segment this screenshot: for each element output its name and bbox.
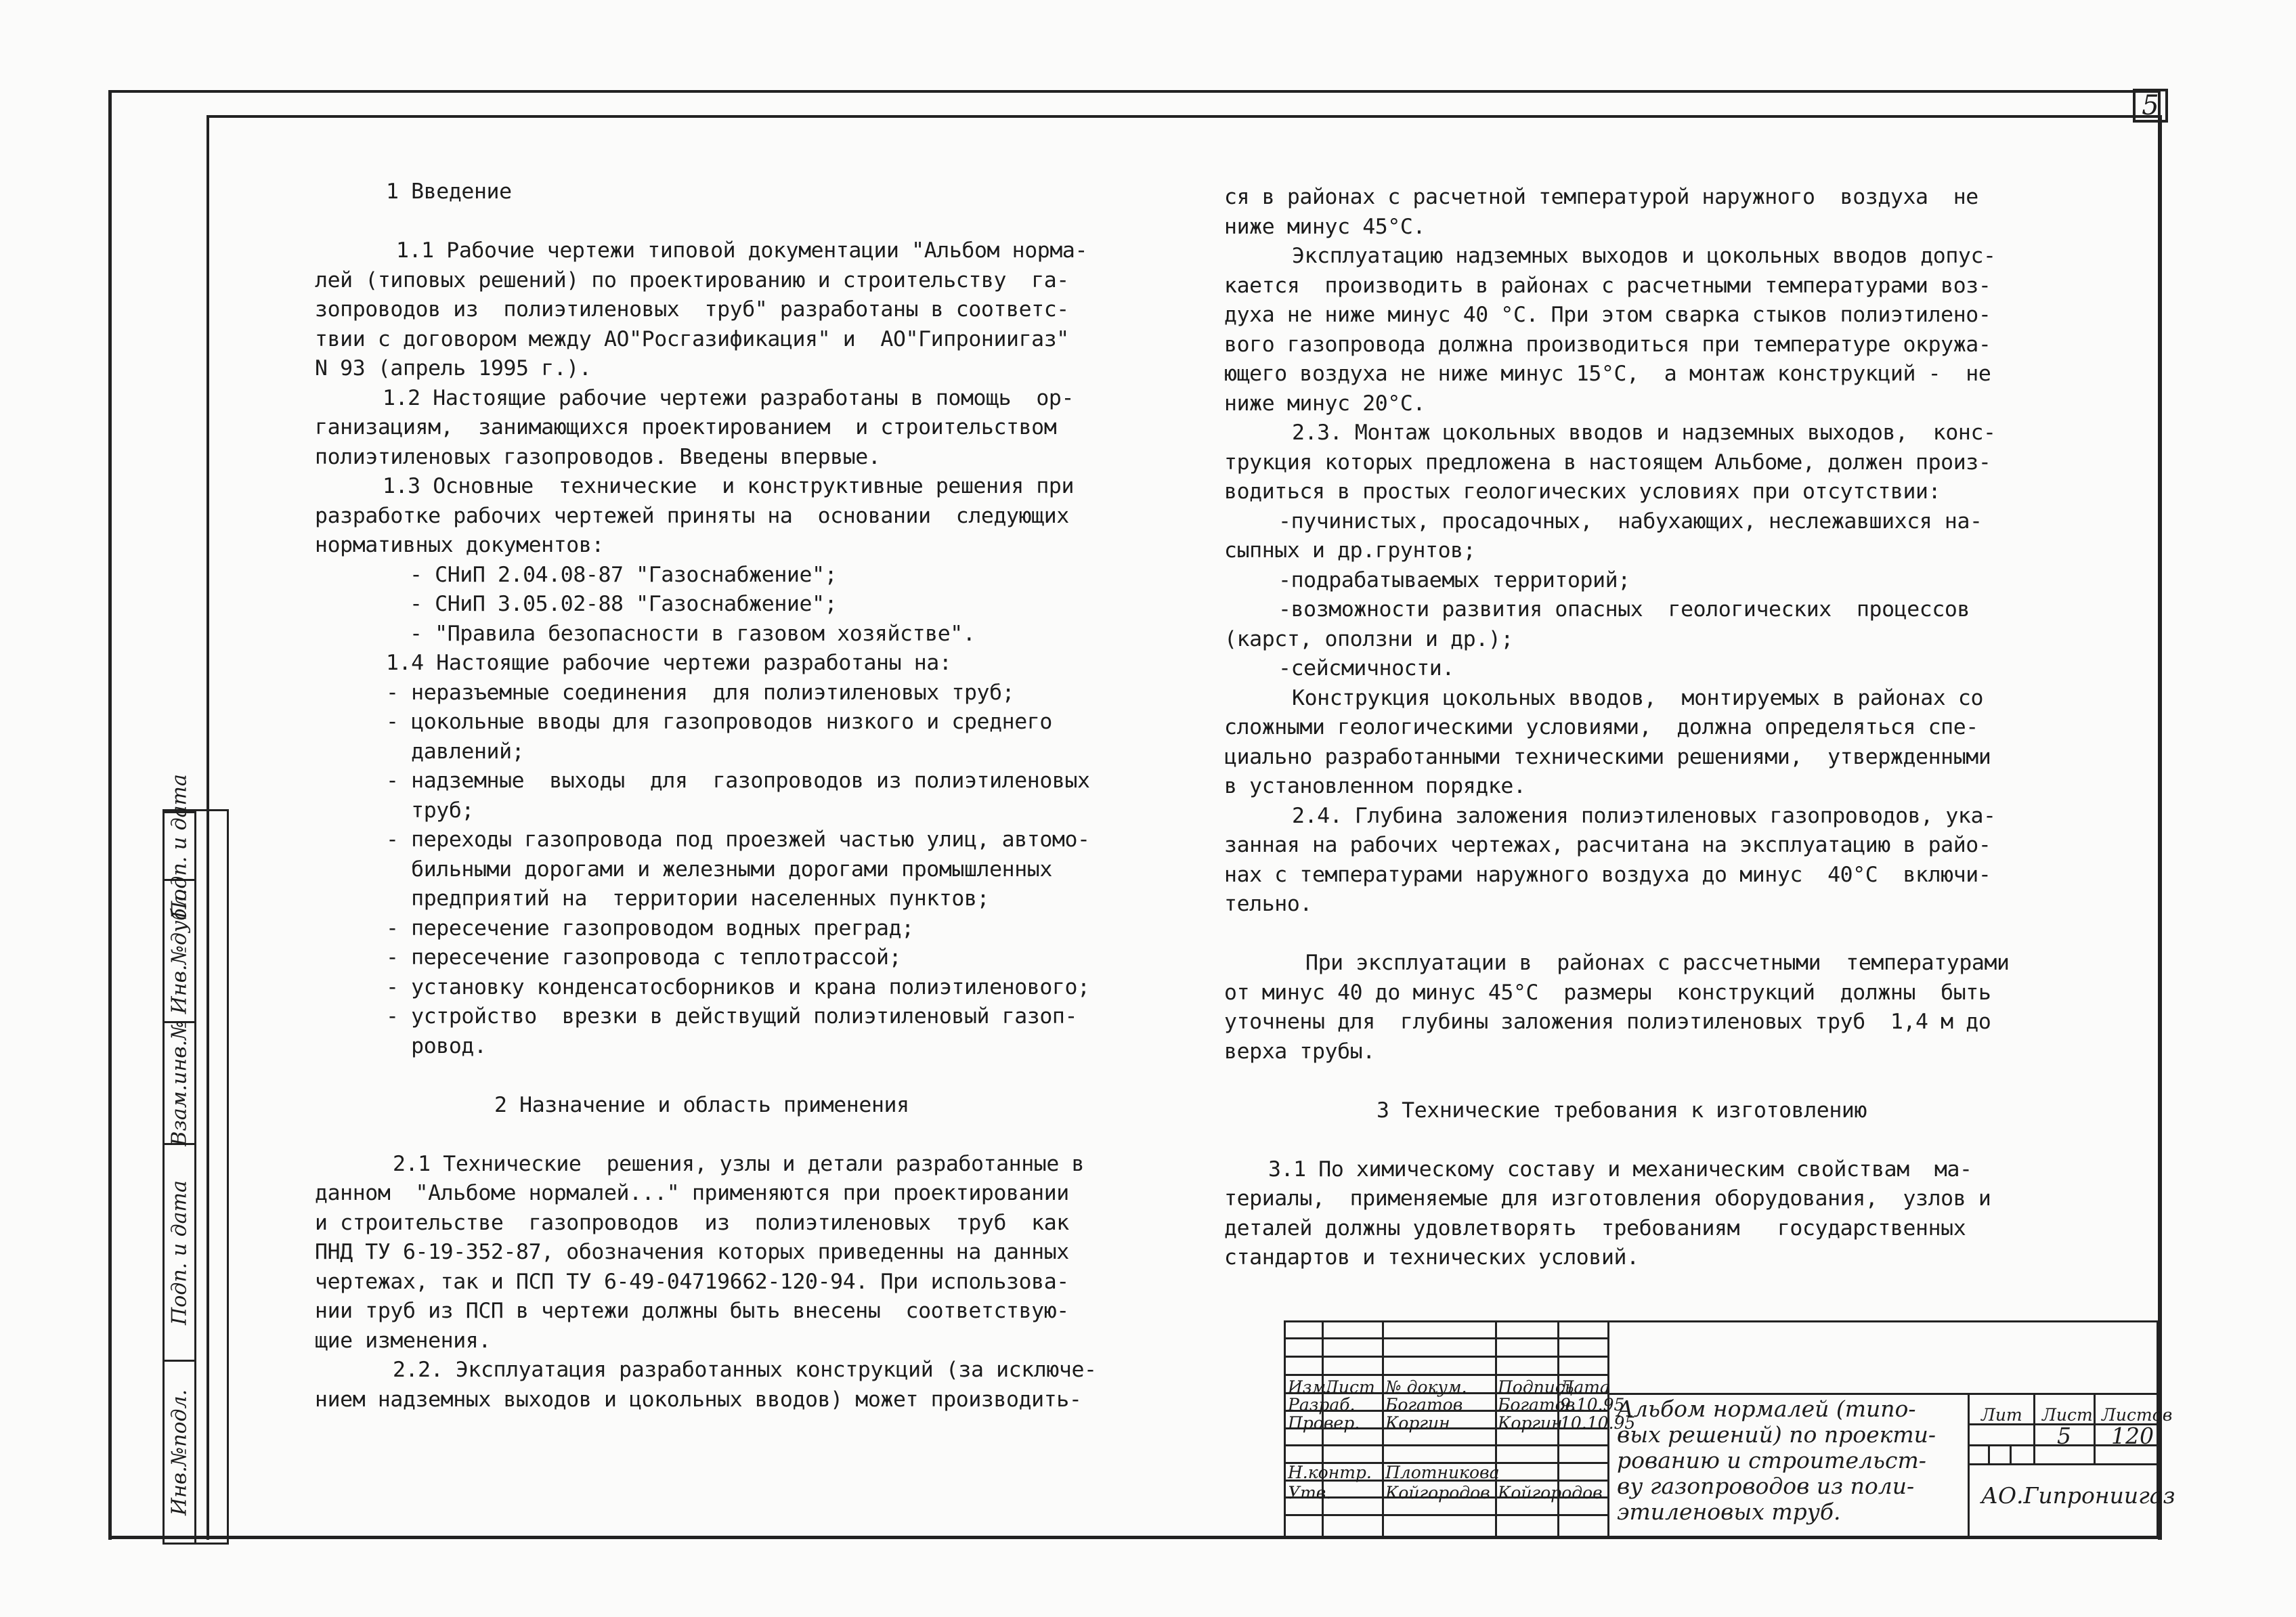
- text-line: ганизациям, занимающихся проектированием и строительством: [315, 415, 1057, 439]
- text-line: 1.1 Рабочие чертежи типовой документации "Альбом нормa-: [396, 238, 1088, 263]
- text-line: 3.1 По химическому составу и механическим свойствам ма-: [1268, 1157, 1972, 1182]
- text-line: полиэтиленовых газопроводов. Введены впервые.: [315, 444, 881, 469]
- text-line: верха трубы.: [1224, 1039, 1375, 1064]
- title-block-header: Дата: [1560, 1377, 1610, 1397]
- side-stamp-cell: [165, 773, 194, 919]
- text-line: в установленном порядке.: [1224, 774, 1526, 798]
- text-line: деталей должны удовлетворять требованиям государственных: [1224, 1215, 1966, 1241]
- text-line: бильными дорогами и железными дорогами промышленных: [386, 857, 1052, 882]
- title-block-rule: [1968, 1463, 2159, 1465]
- side-stamp-label: Взам.инв.№: [167, 1020, 192, 1146]
- text-line: водиться в простых геологических условиях при отсутствии:: [1224, 479, 1941, 504]
- title-block-role: Н.контр.: [1288, 1463, 1372, 1482]
- side-stamp-label: Инв.№подл.: [167, 1389, 192, 1515]
- sheet-value: 5: [2057, 1423, 2071, 1449]
- title-block-header: Изм.: [1288, 1377, 1332, 1397]
- text-line: - устройство врезки в действущий полиэтиленовый газоп-: [386, 1004, 1078, 1029]
- text-line: трукция которых предложена в настоящем Альбоме, должен произ-: [1224, 450, 1991, 475]
- text-line: тельно.: [1224, 892, 1312, 916]
- side-stamp-cell: [165, 1143, 194, 1360]
- text-line: сложными геологическими условиями, должна определяться спе-: [1224, 715, 1978, 739]
- text-line: - пересечение газопровода с теплотрассой;: [386, 945, 902, 970]
- sheet-label: Лист: [2042, 1405, 2093, 1425]
- text-line: 1 Введение: [386, 179, 512, 204]
- text-line: данном "Альбоме нормалей..." применяются при проектировании: [315, 1181, 1069, 1205]
- document-title-line: ву газопроводов из поли-: [1617, 1473, 1915, 1499]
- text-line: ниже минус 45°С.: [1224, 214, 1426, 239]
- text-line: и строительстве газопроводов из полиэтиленовых труб как: [315, 1210, 1069, 1235]
- title-block-signature: Коргин: [1498, 1413, 1563, 1433]
- title-block-header: № докум.: [1385, 1377, 1467, 1397]
- text-line: 2.2. Эксплуатация разработанных конструкций (за исключе-: [393, 1358, 1097, 1382]
- text-line: -пучинистых, просадочных, набухающих, неслежавшихся на-: [1278, 509, 1983, 534]
- title-block-role: Провер.: [1288, 1413, 1360, 1433]
- text-line: стандартов и технических условий.: [1224, 1245, 1639, 1270]
- text-line: лей (типовых решений) по проектированию и строительству га-: [315, 267, 1069, 293]
- text-line: занная на рабочих чертежах, расчитана на эксплуатацию в райо-: [1224, 833, 1991, 857]
- title-block-header: Лист: [1324, 1377, 1375, 1397]
- text-line: предприятий на территории населенных пунктов;: [386, 886, 990, 911]
- text-line: N 93 (апрель 1995 г.).: [315, 356, 592, 381]
- title-block-name: Коргин: [1385, 1413, 1450, 1433]
- document-title-line: рованию и строительст-: [1617, 1447, 1926, 1473]
- side-stamp-divider: [194, 811, 196, 1543]
- left-text-column: [315, 177, 1097, 1415]
- text-line: -подрабатываемых территорий;: [1278, 567, 1630, 592]
- document-title-line: этиленовых труб.: [1617, 1499, 1841, 1525]
- title-block-signature: Койгородов: [1498, 1483, 1603, 1503]
- text-line: ровод.: [386, 1033, 487, 1058]
- text-line: 2.3. Монтаж цокольных вводов и надземных выходов, конс-: [1292, 421, 1996, 445]
- text-line: ПНД ТУ 6-19-352-87, обозначения которых приведенны на данных: [315, 1240, 1069, 1264]
- title-block-rule: [1968, 1393, 1970, 1537]
- text-line: давлений;: [386, 739, 525, 764]
- sheets-label: Листов: [2102, 1405, 2173, 1425]
- text-line: чертежах, так и ПСП ТУ 6-49-04719662-120-94. При использова-: [315, 1269, 1069, 1294]
- text-line: - надземные выходы для газопроводов из полиэтиленовых: [386, 769, 1090, 793]
- text-line: ся в районах с расчетной температурой наружного воздуха не: [1224, 185, 1978, 209]
- title-block-rule: [1382, 1320, 1384, 1537]
- text-line: твии с договором между АО"Росгазификация" и АО"Гипрониигаз": [315, 326, 1069, 351]
- text-line: - цокольные вводы для газопроводов низкого и среднего: [386, 710, 1052, 734]
- text-line: труб;: [386, 798, 474, 823]
- text-line: (карст, оползни и др.);: [1224, 626, 1513, 651]
- title-block-rule: [2094, 1393, 2096, 1463]
- text-line: от минус 40 до минус 45°С размеры конструкций должны быть: [1224, 980, 1991, 1005]
- text-line: нормативных документов:: [315, 533, 604, 557]
- text-line: Конструкция цокольных вводов, монтируемых в районах со: [1292, 685, 1984, 710]
- text-line: - неразъемные соединения для полиэтиленовых труб;: [386, 680, 1015, 705]
- text-line: 2.1 Технические решения, узлы и детали разработанные в: [393, 1151, 1085, 1176]
- text-line: духа не ниже минус 40 °С. При этом сварка стыков полиэтилено-: [1224, 303, 1991, 327]
- text-line: нием надземных выходов и цокольных вводов) может производить-: [315, 1387, 1082, 1412]
- text-line: щие изменения.: [315, 1328, 491, 1353]
- text-line: уточнены для глубины заложения полиэтиленовых труб 1,4 м до: [1224, 1010, 1991, 1034]
- title-block-rule: [1495, 1320, 1497, 1537]
- document-title-line: Альбом нормалей (типо-: [1617, 1396, 1916, 1422]
- text-line: нии труб из ПСП в чертежи должны быть внесены соответствую-: [315, 1299, 1069, 1323]
- text-line: - пересечение газопроводом водных преград;: [386, 915, 914, 941]
- organization-name: АО.Гипрониигаз: [1981, 1482, 2175, 1509]
- text-line: разработке рабочих чертежей приняты на основании следующих: [315, 503, 1069, 528]
- title-block-rule: [1284, 1320, 1286, 1537]
- title-block-rule: [1607, 1320, 2159, 1322]
- side-stamp-cell: [165, 1020, 194, 1146]
- title-block-rule: [2033, 1393, 2035, 1463]
- text-line: Эксплуатацию надземных выходов и цокольных вводов допус-: [1292, 244, 1996, 268]
- text-line: 1.4 Настоящие рабочие чертежи разработаны на:: [386, 651, 952, 675]
- text-line: 3 Технические требования к изготовлению: [1377, 1098, 1867, 1123]
- title-block-name: Плотникова: [1385, 1463, 1500, 1482]
- side-stamp-cell: [165, 1360, 194, 1543]
- sheets-value: 120: [2111, 1423, 2154, 1449]
- title-block-rule: [1607, 1393, 2159, 1395]
- title-block-rule: [2010, 1444, 2012, 1463]
- text-line: -возможности развития опасных геологических процессов: [1278, 597, 1970, 622]
- text-line: [1224, 1066, 2010, 1096]
- text-line: При эксплуатации в районах с рассчетными температурами: [1305, 951, 2010, 975]
- title-block-signature: Богатов: [1498, 1395, 1576, 1415]
- title-block-role: Утв.: [1288, 1483, 1332, 1503]
- text-line: 2 Назначение и область применения: [494, 1092, 909, 1117]
- title-block-header: Подпись: [1498, 1377, 1574, 1397]
- text-line: зопроводов из полиэтиленовых труб" разработаны в соответс-: [315, 297, 1069, 322]
- text-line: [315, 207, 1097, 237]
- side-stamp-label: Подп. и дата: [167, 773, 192, 919]
- title-block-date: 10.10.95: [1560, 1413, 1636, 1433]
- text-line: вого газопровода должна производиться при температуре окружа-: [1224, 332, 1991, 357]
- title-block-rule: [1988, 1444, 1990, 1463]
- text-line: [315, 1061, 1097, 1091]
- title-block-role: Разраб.: [1288, 1395, 1356, 1415]
- document-title-line: вых решений) по проекти-: [1617, 1421, 1936, 1448]
- text-line: 1.3 Основные технические и конструктивные решения при: [383, 474, 1075, 498]
- text-line: -сейсмичности.: [1278, 656, 1454, 681]
- side-stamp-label: Инв.№дубл.: [167, 888, 192, 1014]
- side-stamp: [163, 773, 229, 1545]
- text-line: - СНиП 2.04.08-87 "Газоснабжение";: [410, 562, 838, 587]
- text-line: - СНиП 3.05.02-88 "Газоснабжение";: [410, 592, 838, 616]
- text-line: [315, 1120, 1097, 1150]
- title-block-date: 9.10.95: [1560, 1395, 1625, 1415]
- text-line: ющего воздуха не ниже минус 15°С, а монтаж конструкций - не: [1224, 362, 1991, 386]
- right-text-column: [1224, 183, 2010, 1273]
- side-stamp-label: Подп. и дата: [167, 1180, 192, 1325]
- text-line: - переходы газопровода под проезжей частью улиц, автомо-: [386, 827, 1090, 852]
- text-line: - установку конденсатосборников и крана полиэтиленового;: [386, 974, 1090, 999]
- text-line: 2.4. Глубина заложения полиэтиленовых газопроводов, ука-: [1292, 803, 1996, 828]
- lit-label: Лит: [1981, 1405, 2022, 1425]
- text-line: - "Правила безопасности в газовом хозяйстве".: [410, 621, 976, 646]
- text-line: сыпных и др.грунтов;: [1224, 538, 1476, 563]
- text-line: [1224, 1125, 2010, 1155]
- title-block-name: Богатов: [1385, 1395, 1463, 1415]
- title-block-name: Койгородов: [1385, 1483, 1490, 1503]
- text-line: териалы, применяемые для изготовления оборудования, узлов и: [1224, 1186, 1991, 1211]
- text-line: нах с температурами наружного воздуха до минус 40°С включи-: [1224, 862, 1991, 887]
- text-line: ниже минус 20°С.: [1224, 391, 1426, 416]
- text-line: 1.2 Настоящие рабочие чертежи разработаны в помощь ор-: [383, 385, 1075, 410]
- text-line: циально разработанными техническими решениями, утвержденными: [1224, 744, 1991, 769]
- text-line: кается производить в районах с расчетными температурами воз-: [1224, 273, 1991, 298]
- sheet-number-tab: 5: [2133, 89, 2168, 123]
- text-line: [1224, 920, 2010, 949]
- title-block: [1284, 1320, 2175, 1537]
